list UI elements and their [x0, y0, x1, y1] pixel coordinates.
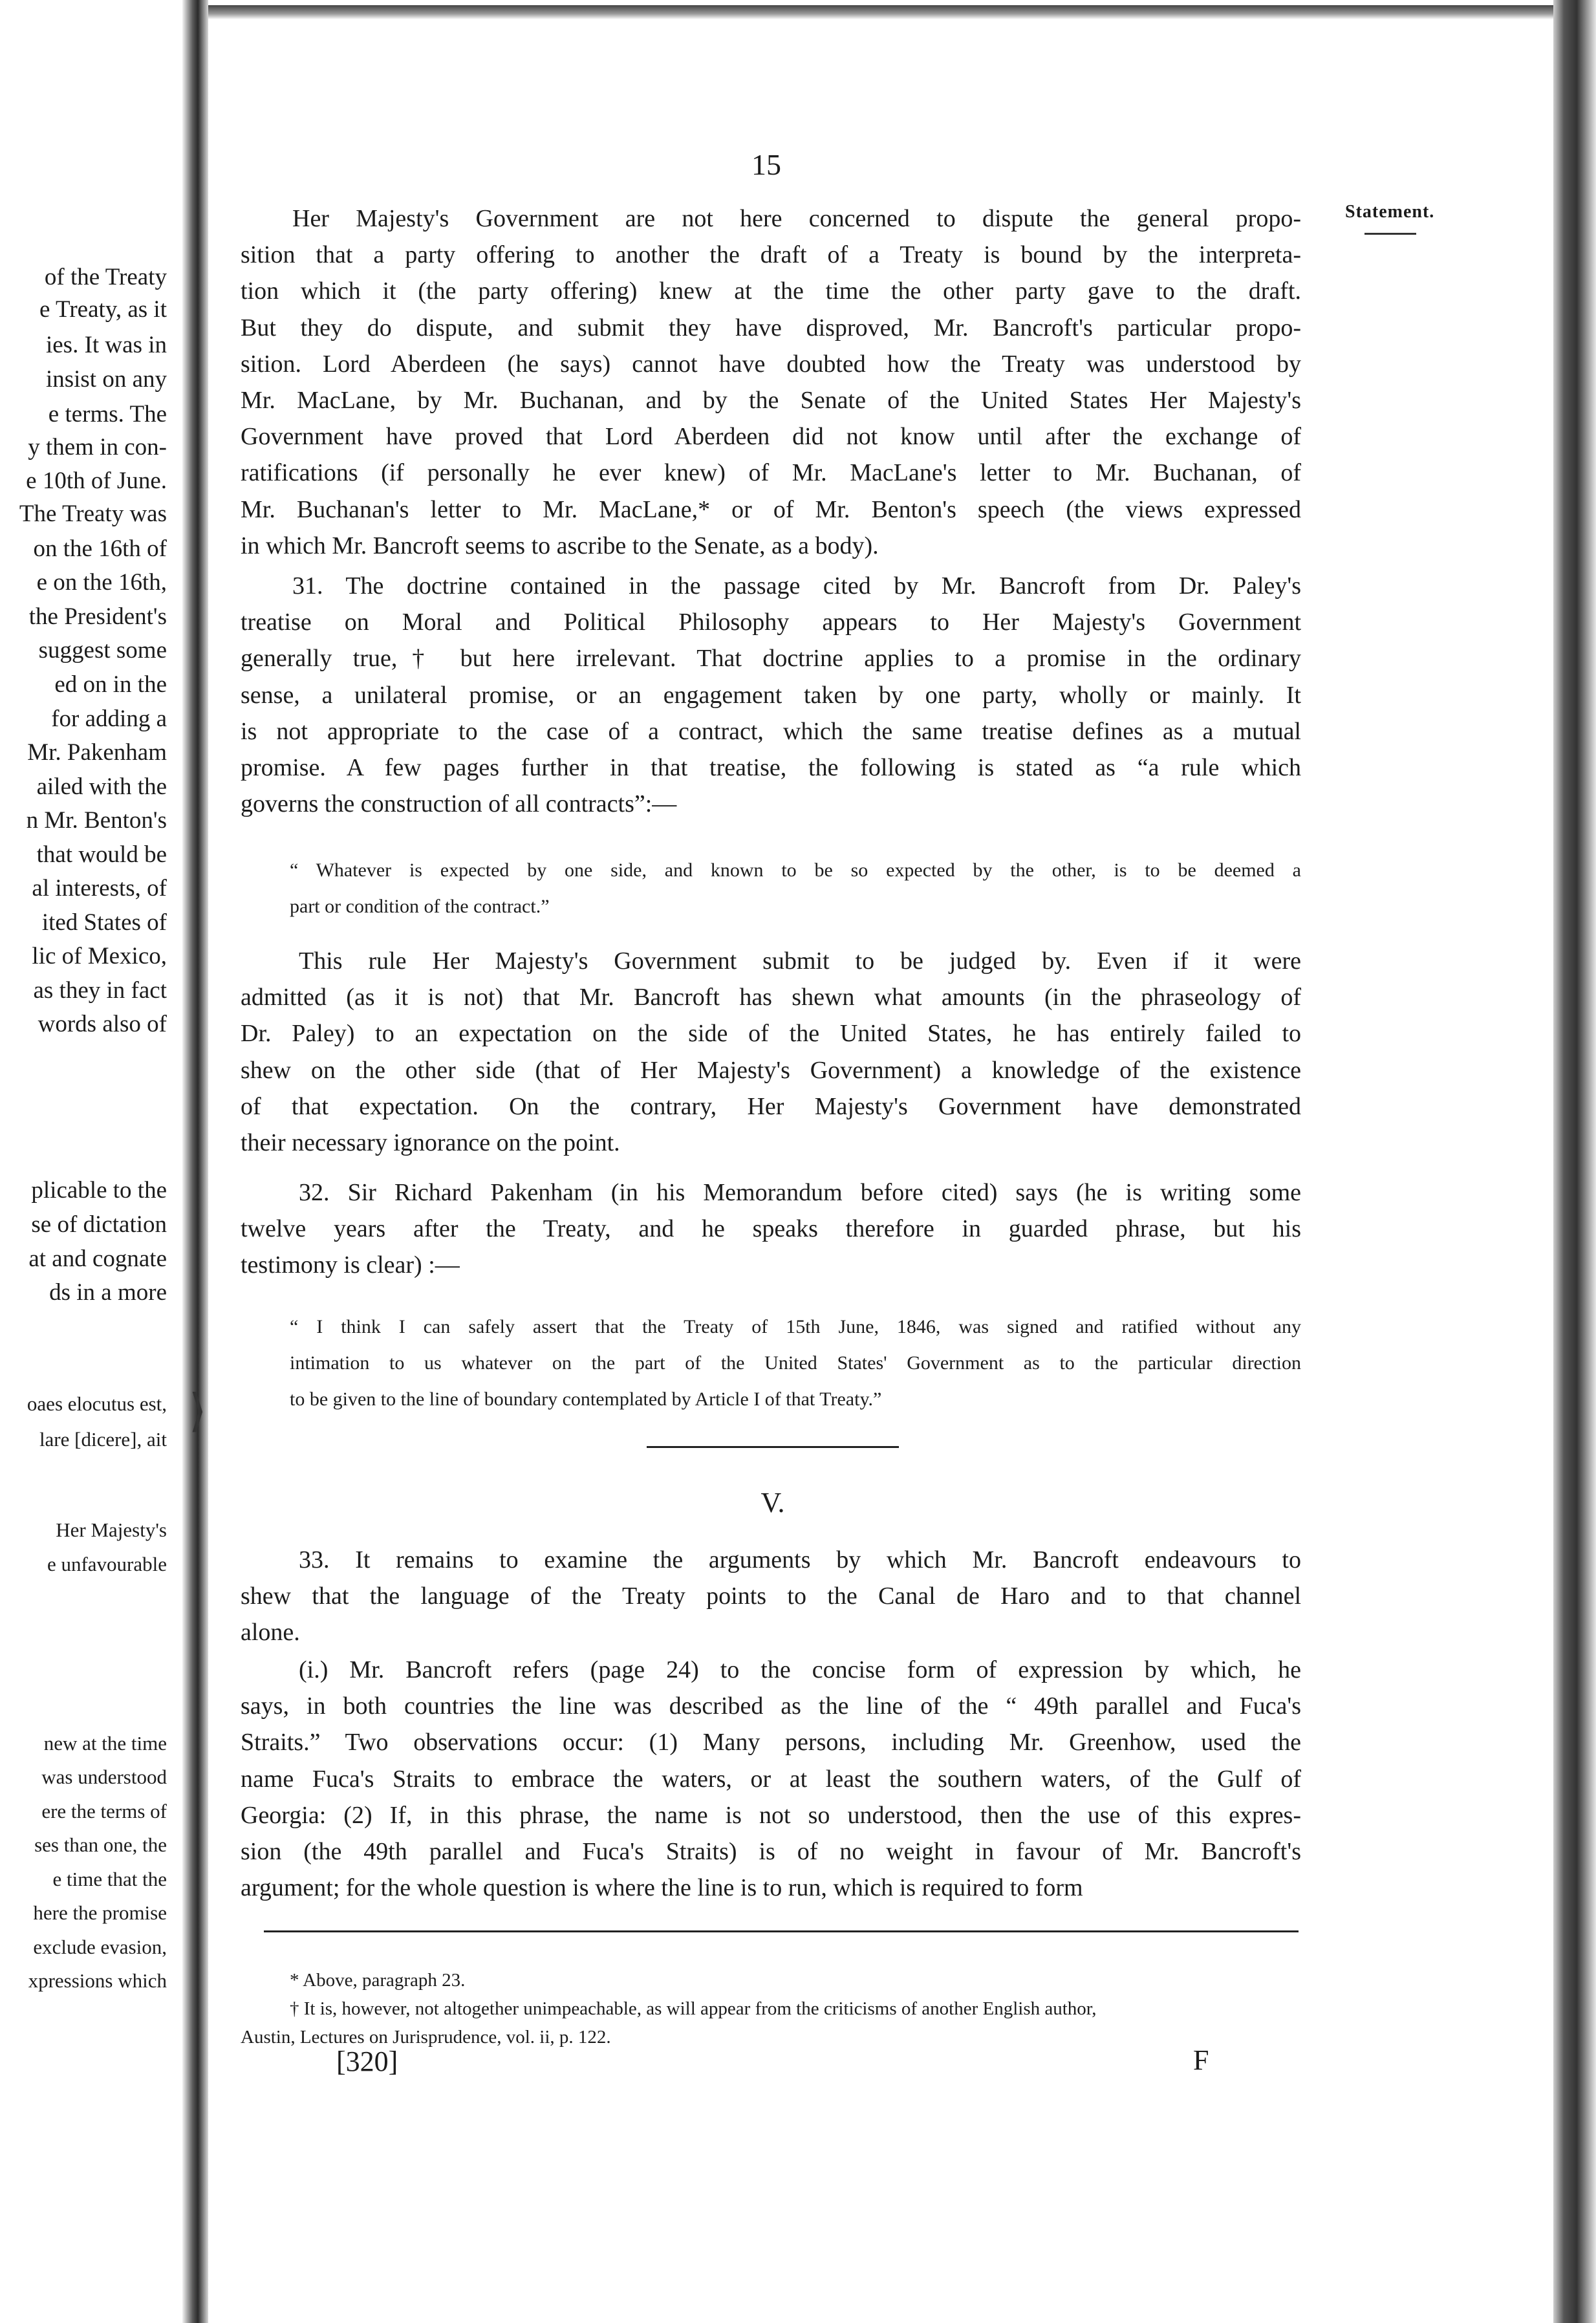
text-line: This rule Her Majesty's Government submit to be judged by. Even if it were [299, 947, 1301, 975]
previous-page-line: insist on any [45, 366, 167, 393]
previous-page-line: ses than one, the [34, 1833, 167, 1856]
previous-page-line: se of dictation [31, 1211, 167, 1238]
previous-page-line: words also of [38, 1011, 167, 1037]
previous-page-line: of the Treaty [44, 264, 167, 290]
text-line: of that expectation. On the contrary, Her Majesty's Government have demonstrated [241, 1092, 1301, 1120]
footnote-2-cont: Austin, Lectures on Jurisprudence, vol. ii, p. 122. [241, 2027, 611, 2047]
text-line: shew that the language of the Treaty points to the Canal de Haro and to that channel [241, 1583, 1301, 1610]
section-heading: V. [760, 1487, 785, 1518]
text-line: sense, a unilateral promise, or an engagement taken by one party, wholly or mainly. It [241, 681, 1301, 709]
printer-signature: [320] [336, 2046, 398, 2077]
previous-page-line: xpressions which [28, 1969, 167, 1992]
quote-paley [290, 852, 1301, 925]
text-line: “ Whatever is expected by one side, and known to be so expected by the other, is to be deemed a [290, 859, 1301, 881]
text-line: Government have proved that Lord Aberdeen did not know until after the exchange of [241, 423, 1301, 451]
previous-page-line: y them in con- [28, 434, 167, 460]
text-line: sition. Lord Aberdeen (he says) cannot have doubted how the Treaty was understood by [241, 350, 1301, 378]
paragraph-31-continued [241, 943, 1301, 1161]
text-line: But they do dispute, and submit they have disproved, Mr. Bancroft's particular propo- [241, 314, 1301, 341]
text-line: (i.) Mr. Bancroft refers (page 24) to the concise form of expression by which, he [299, 1656, 1301, 1683]
margin-note-underline [1364, 233, 1416, 235]
footnote-2: † It is, however, not altogether unimpeachable, as will appear from the criticisms of another English author, [290, 1998, 1097, 2019]
page-right-edge [1553, 0, 1596, 2323]
previous-page-line: on the 16th of [33, 535, 167, 562]
previous-page-line: lare [dicere], ait [39, 1428, 167, 1451]
text-line: Georgia: (2) If, in this phrase, the name is not so understood, then the use of this expres- [241, 1801, 1301, 1829]
text-line: Mr. MacLane, by Mr. Buchanan, and by the Senate of the United States Her Majesty's [241, 387, 1301, 415]
text-line: to be given to the line of boundary contemplated by Article I of that Treaty.” [290, 1388, 882, 1410]
text-line: intimation to us whatever on the part of the United States' Government as to the particular direction [290, 1352, 1301, 1374]
previous-page-line: ds in a more [49, 1279, 167, 1306]
text-line: their necessary ignorance on the point. [241, 1129, 620, 1157]
text-line: in which Mr. Bancroft seems to ascribe to the Senate, as a body). [241, 532, 879, 559]
text-line: twelve years after the Treaty, and he speaks therefore in guarded phrase, but his [241, 1215, 1301, 1243]
text-line: “ I think I can safely assert that the Treaty of 15th June, 1846, was signed and ratified without any [290, 1316, 1301, 1337]
previous-page-line: e on the 16th, [36, 569, 167, 596]
previous-page-line: ited States of [41, 909, 167, 936]
text-line: says, in both countries the line was described as the line of the “ 49th parallel and Fuca's [241, 1692, 1301, 1720]
previous-page-line: exclude evasion, [33, 1936, 167, 1958]
previous-page-line: was understood [41, 1766, 167, 1788]
text-line: treatise on Moral and Political Philosophy appears to Her Majesty's Government [241, 609, 1301, 636]
page-number: 15 [751, 148, 781, 181]
paragraph-31 [241, 568, 1301, 822]
previous-page-line: ailed with the [36, 773, 167, 800]
previous-page-line: e terms. The [48, 401, 167, 427]
text-line: name Fuca's Straits to embrace the waters, or at least the southern waters, of the Gulf of [241, 1765, 1301, 1793]
previous-page-line: Mr. Pakenham [27, 739, 167, 766]
text-line: 31. The doctrine contained in the passage cited by Mr. Bancroft from Dr. Paley's [292, 572, 1301, 600]
previous-page-line: at and cognate [28, 1246, 167, 1272]
binding-gutter [182, 0, 208, 2323]
signature-letter: F [1193, 2044, 1209, 2076]
text-line: shew on the other side (that of Her Majesty's Government) a knowledge of the existence [241, 1056, 1301, 1084]
text-line: ratifications (if personally he ever knew) of Mr. MacLane's letter to Mr. Buchanan, of [241, 459, 1301, 487]
previous-page-line: as they in fact [33, 977, 167, 1004]
previous-page-line: Her Majesty's [56, 1518, 167, 1541]
text-line: promise. A few pages further in that treatise, the following is stated as “a rule which [241, 754, 1301, 782]
footnote-1: * Above, paragraph 23. [290, 1970, 466, 1991]
previous-page-line: e Treaty, as it [39, 296, 167, 323]
previous-page-line: e 10th of June. [26, 468, 167, 494]
text-line: is not appropriate to the case of a contract, which the same treatise defines as a mutual [241, 717, 1301, 745]
text-line: Mr. Buchanan's letter to Mr. MacLane,* or of Mr. Benton's speech (the views expressed [241, 495, 1301, 523]
previous-page-line: suggest some [38, 637, 167, 664]
text-line: testimony is clear) :— [241, 1251, 460, 1279]
previous-page-line: al interests, of [32, 875, 167, 902]
text-line: alone. [241, 1619, 300, 1647]
paragraph-33 [241, 1542, 1301, 1651]
previous-page-line: for adding a [51, 706, 167, 732]
previous-page-line: ed on in the [54, 671, 167, 698]
margin-note-statement: Statement. [1345, 202, 1435, 222]
previous-page-line: ies. It was in [45, 332, 167, 358]
footnote-rule [264, 1930, 1299, 1932]
previous-page-line: ere the terms of [41, 1800, 167, 1822]
text-line: Dr. Paley) to an expectation on the side of the United States, he has entirely failed to [241, 1020, 1301, 1048]
text-line: 33. It remains to examine the arguments by which Mr. Bancroft endeavours to [299, 1546, 1301, 1573]
text-line: sition that a party offering to another the draft of a Treaty is bound by the interpreta- [241, 241, 1301, 269]
text-line: Her Majesty's Government are not here concerned to dispute the general propo- [292, 205, 1301, 232]
previous-page-line: plicable to the [31, 1177, 167, 1204]
text-line: sion (the 49th parallel and Fuca's Straits) is of no weight in favour of Mr. Bancroft's [241, 1838, 1301, 1866]
text-line: tion which it (the party offering) knew at the time the other party gave to the draft. [241, 277, 1301, 305]
page-top-edge [208, 5, 1553, 19]
previous-page-line: that would be [36, 841, 167, 868]
quote-pakenham [290, 1309, 1301, 1418]
text-line: 32. Sir Richard Pakenham (in his Memorandum before cited) says (he is writing some [299, 1179, 1301, 1206]
gutter-bracket-mark: ⟩ [189, 1387, 207, 1436]
previous-page-line: lic of Mexico, [32, 943, 167, 969]
previous-page-fragment [0, 0, 182, 2323]
previous-page-line: e unfavourable [47, 1553, 167, 1575]
previous-page-line: oaes elocutus est, [27, 1392, 167, 1415]
text-line: admitted (as it is not) that Mr. Bancroft has shewn what amounts (in the phraseology of [241, 984, 1301, 1011]
previous-page-line: e time that the [52, 1868, 167, 1890]
previous-page-line: n Mr. Benton's [26, 807, 167, 834]
previous-page-line: new at the time [43, 1732, 167, 1755]
text-line: part or condition of the contract.” [290, 896, 550, 917]
text-line: argument; for the whole question is where the line is to run, which is required to form [241, 1874, 1083, 1902]
previous-page-line: the President's [28, 603, 167, 630]
paragraph-32 [241, 1174, 1301, 1284]
paragraph-30 [241, 200, 1301, 564]
previous-page-line: The Treaty was [19, 501, 167, 527]
paragraph-33-i [241, 1652, 1301, 1906]
section-divider [647, 1446, 899, 1448]
text-line: governs the construction of all contracts”:— [241, 790, 677, 818]
text-line: Straits.” Two observations occur: (1) Many persons, including Mr. Greenhow, used the [241, 1729, 1301, 1756]
previous-page-line: here the promise [33, 1901, 167, 1924]
text-line: generally true,† but here irrelevant. That doctrine applies to a promise in the ordinary [241, 645, 1301, 673]
